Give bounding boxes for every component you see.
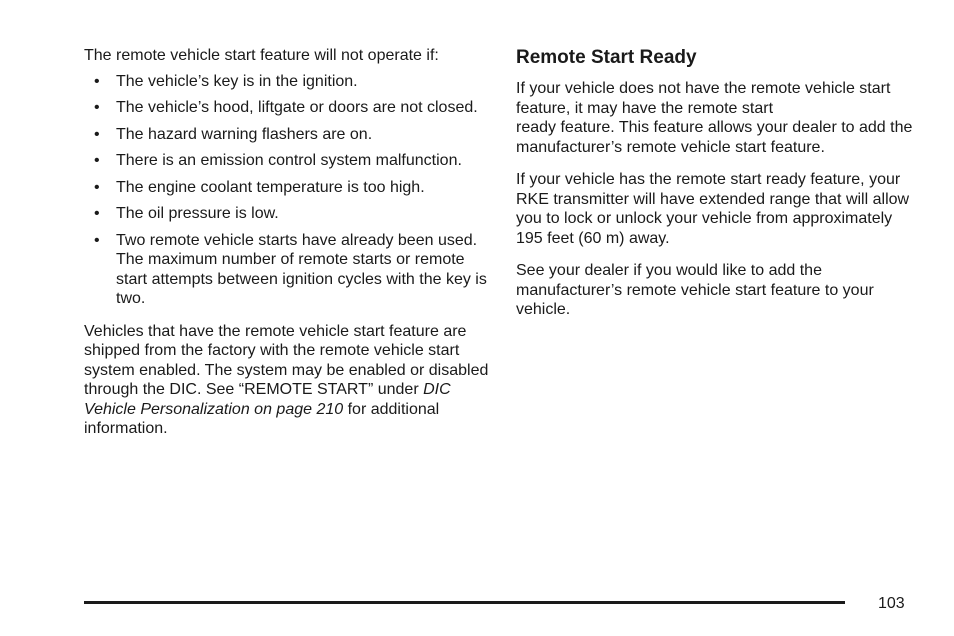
list-item: • The hazard warning flashers are on.	[94, 125, 373, 143]
bullet-icon: •	[94, 125, 100, 143]
right-column	[516, 46, 922, 333]
paragraph: See your dealer if you would like to add the manufacturer’s remote vehicle start feature to your vehicle.	[516, 262, 874, 318]
cross-reference-link[interactable]: DIC Vehicle Personalization on page 210	[84, 381, 451, 418]
list-item: • The vehicle’s key is in the ignition.	[94, 72, 358, 90]
bullet-icon: •	[94, 205, 100, 222]
list-item: • There is an emission control system malfunction.	[94, 152, 462, 169]
list-item: • Two remote vehicle starts have already been used. The maximum number of remote starts or remote start attempts between ignition cycles with the key is two.	[94, 231, 487, 307]
list-item: • The oil pressure is low.	[94, 205, 279, 222]
list-item: • The engine coolant temperature is too high.	[94, 178, 425, 196]
paragraph: If your vehicle has the remote start ready feature, your RKE transmitter will have extended range that will allow you to lock or unlock your vehicle from approximately 195 feet (60 m) away.	[516, 171, 910, 247]
bullet-icon: •	[94, 152, 100, 169]
condition-list	[84, 72, 490, 309]
left-column	[84, 46, 490, 439]
bullet-icon: •	[94, 178, 100, 196]
page-number: 103	[878, 595, 905, 612]
closing-paragraph: Vehicles that have the remote vehicle start feature are shipped from the factory with the remote vehicle start system enabled. The system may be enabled or disabled through the DIC. See “REMOTE START” under DIC Vehicle Personalization on page 210 for additional information.	[84, 322, 489, 437]
intro-text: The remote vehicle start feature will not operate if:	[84, 47, 439, 64]
bullet-icon: •	[94, 231, 100, 249]
list-item: • The vehicle’s hood, liftgate or doors are not closed.	[94, 99, 478, 116]
bullet-icon: •	[94, 72, 100, 90]
bullet-icon: •	[94, 99, 100, 116]
footer-rule	[84, 601, 845, 604]
section-heading: Remote Start Ready	[516, 47, 697, 68]
paragraph: If your vehicle does not have the remote vehicle start feature, it may have the remote start ready feature. This feature allows your dealer to add the manufacturer’s remote vehicle start feature.	[516, 80, 913, 156]
